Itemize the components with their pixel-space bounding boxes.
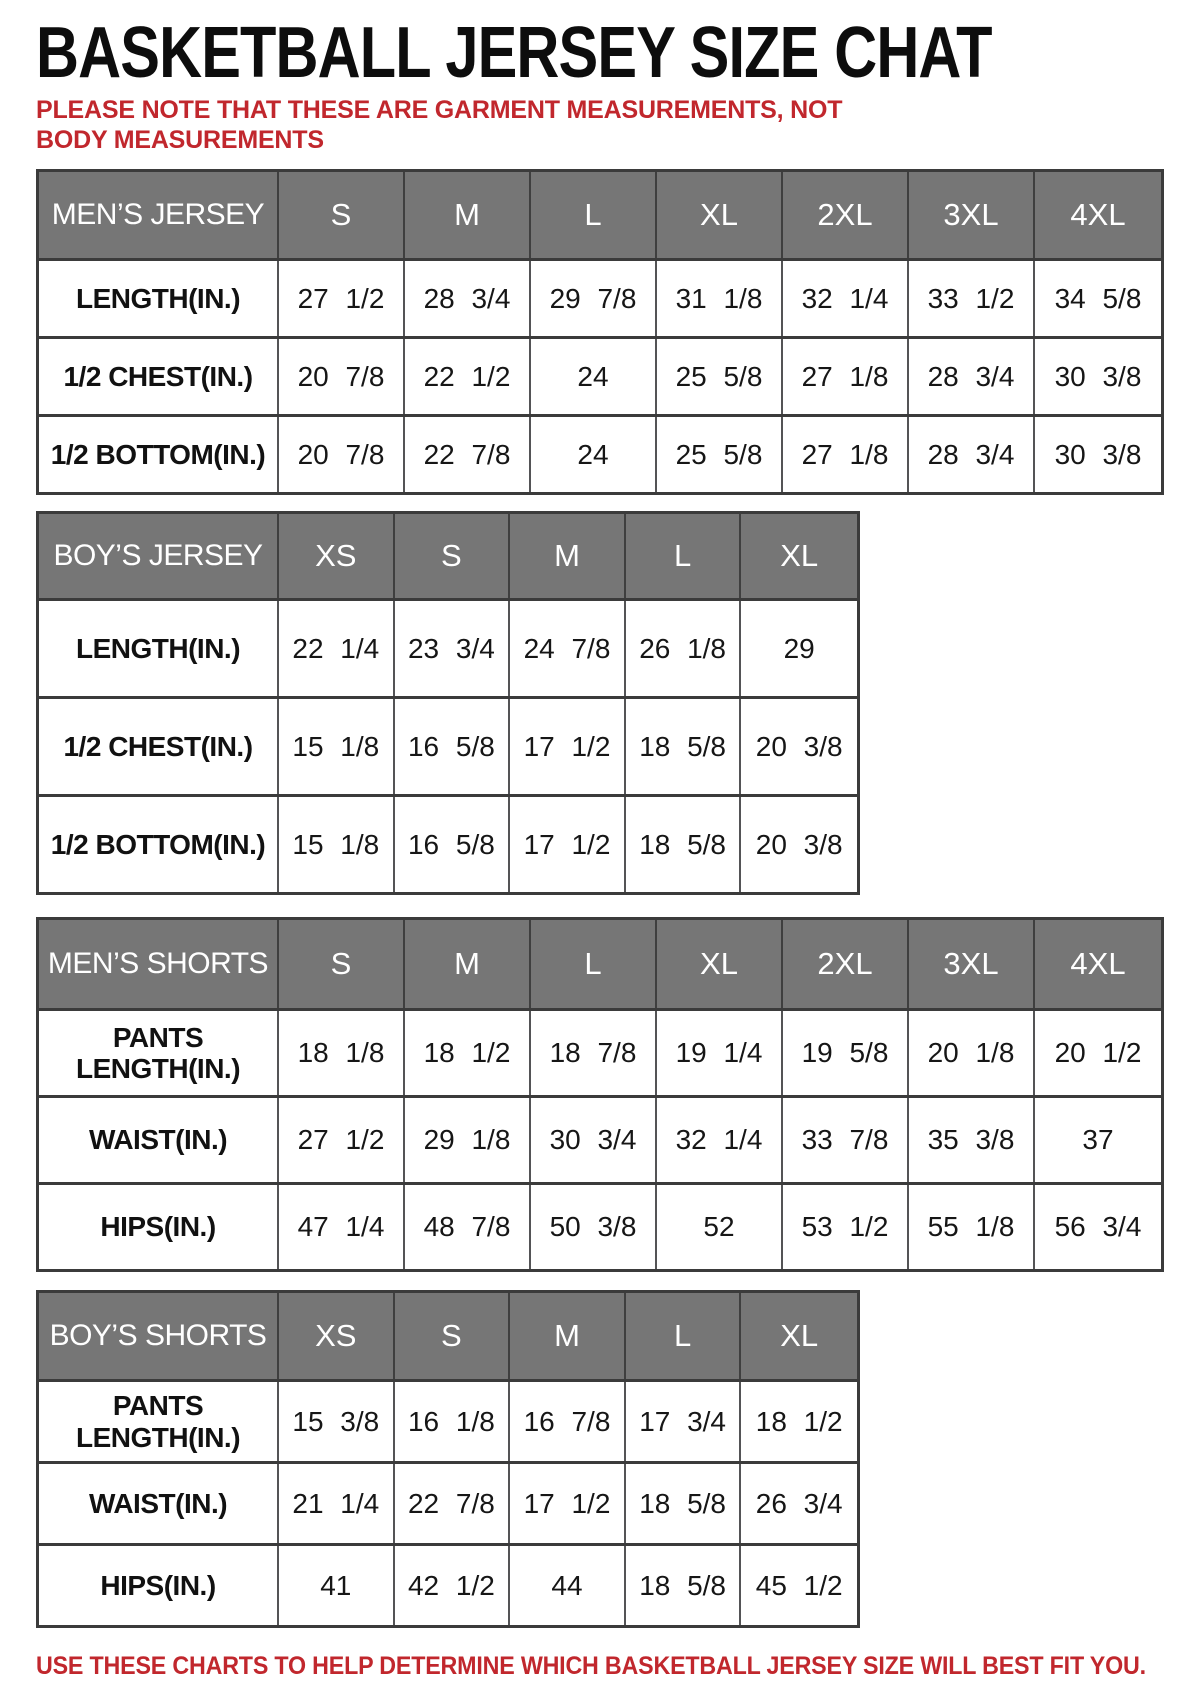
size-value-cell: 22 1/4 [279, 601, 395, 696]
size-value-cell: 18 5/8 [626, 699, 742, 794]
size-value-cell: 55 1/8 [909, 1185, 1035, 1269]
size-header-m: M [405, 920, 531, 1008]
size-header-l: L [626, 1293, 742, 1379]
size-value-cell: 18 1/8 [279, 1011, 405, 1095]
size-value-cell: 25 5/8 [657, 339, 783, 414]
size-value-cell: 29 [783, 632, 815, 664]
size-value-cell: 45 1/2 [755, 1569, 843, 1601]
size-header-xl: XL [657, 172, 783, 258]
size-value-cell: 20 3/8 [755, 730, 843, 762]
size-value-cell: 18 5/8 [626, 1546, 742, 1625]
size-value-cell: 24 [531, 417, 657, 492]
size-value-cell: 33 1/2 [909, 261, 1035, 336]
row-label-cell: 1/2 BOTTOM(IN.) [39, 417, 279, 492]
size-value-cell: 42 1/2 [395, 1546, 511, 1625]
size-value-cell: 23 3/4 [395, 601, 511, 696]
size-value-cell: 30 3/8 [1054, 438, 1142, 470]
size-value-cell: 27 1/8 [783, 417, 909, 492]
size-value-cell: 20 3/8 [755, 828, 843, 860]
size-value-cell: 28 3/4 [909, 417, 1035, 492]
size-value-cell: 48 7/8 [405, 1185, 531, 1269]
row-label-cell: LENGTH(IN.) [39, 601, 279, 696]
size-value-cell: 24 7/8 [510, 601, 626, 696]
size-value-cell: 15 1/8 [279, 699, 395, 794]
size-value-cell: 29 1/8 [405, 1098, 531, 1182]
size-value-cell: 47 1/4 [279, 1185, 405, 1269]
size-header-m: M [510, 1293, 626, 1379]
size-header-2xl: 2XL [783, 920, 909, 1008]
row-label-cell: 1/2 CHEST(IN.) [39, 339, 279, 414]
size-header-s: S [395, 1293, 511, 1379]
size-tables-container [36, 169, 1200, 1628]
table-header-row [39, 172, 1161, 258]
table-header-row [39, 1293, 857, 1379]
table-title-boys-shorts: BOY’S SHORTS [39, 1293, 279, 1379]
size-header-xs: XS [279, 1293, 395, 1379]
size-value-cell: 28 3/4 [405, 261, 531, 336]
size-value-cell: 56 3/4 [1054, 1211, 1142, 1242]
size-table-mens-shorts [36, 917, 1164, 1272]
size-value-cell: 35 3/8 [909, 1098, 1035, 1182]
row-label-cell: 1/2 BOTTOM(IN.) [39, 797, 279, 892]
size-value-cell: 20 7/8 [279, 417, 405, 492]
table-row [39, 1182, 1161, 1269]
size-header-xs: XS [279, 514, 395, 598]
size-value-cell: 53 1/2 [783, 1185, 909, 1269]
size-value-cell: 34 5/8 [1054, 282, 1142, 314]
size-header-m: M [510, 514, 626, 598]
table-row [39, 1095, 1161, 1182]
page-title-text: BASKETBALL JERSEY SIZE CHAT [36, 11, 992, 93]
size-value-cell: 16 5/8 [395, 797, 511, 892]
table-row [39, 1543, 857, 1625]
size-value-cell: 17 1/2 [510, 1464, 626, 1543]
size-value-cell: 27 1/8 [783, 339, 909, 414]
size-value-cell: 18 5/8 [626, 1464, 742, 1543]
size-value-cell: 29 7/8 [531, 261, 657, 336]
size-header-s: S [395, 514, 511, 598]
size-header-4xl: 4XL [1035, 920, 1161, 1008]
table-row [39, 598, 857, 696]
fit-advice-note-text: USE THESE CHARTS TO HELP DETERMINE WHICH BASKETBALL JERSEY SIZE WILL BEST FIT YOU. [36, 1652, 1146, 1680]
size-header-3xl: 3XL [909, 920, 1035, 1008]
table-title-mens-jersey: MEN’S JERSEY [39, 172, 279, 258]
table-row [39, 336, 1161, 414]
size-value-cell: 20 7/8 [279, 339, 405, 414]
size-value-cell: 50 3/8 [531, 1185, 657, 1269]
size-value-cell: 22 1/2 [405, 339, 531, 414]
size-header-2xl: 2XL [783, 172, 909, 258]
size-header-l: L [531, 920, 657, 1008]
size-value-cell: 27 1/2 [279, 1098, 405, 1182]
size-value-cell: 28 3/4 [909, 339, 1035, 414]
size-table-mens-jersey [36, 169, 1164, 495]
row-label-cell: WAIST(IN.) [39, 1098, 279, 1182]
table-row [39, 258, 1161, 336]
table-row [39, 794, 857, 892]
size-value-cell: 30 3/8 [1054, 360, 1142, 392]
row-label-cell: PANTS LENGTH(IN.) [39, 1011, 279, 1095]
size-value-cell: 33 7/8 [783, 1098, 909, 1182]
row-label-cell: HIPS(IN.) [39, 1546, 279, 1625]
table-header-row [39, 514, 857, 598]
fit-advice-note [36, 1652, 1200, 1682]
size-value-cell: 25 5/8 [657, 417, 783, 492]
size-value-cell: 27 1/2 [279, 261, 405, 336]
size-value-cell: 19 5/8 [783, 1011, 909, 1095]
size-value-cell: 20 1/2 [1054, 1037, 1142, 1068]
size-value-cell: 26 3/4 [755, 1487, 843, 1519]
size-value-cell: 37 [1082, 1124, 1114, 1155]
size-table-boys-jersey [36, 511, 860, 895]
size-value-cell: 16 1/8 [395, 1382, 511, 1461]
size-value-cell: 18 1/2 [405, 1011, 531, 1095]
table-row [39, 414, 1161, 492]
size-value-cell: 30 3/4 [531, 1098, 657, 1182]
size-value-cell: 18 7/8 [531, 1011, 657, 1095]
row-label-cell: LENGTH(IN.) [39, 261, 279, 336]
size-value-cell: 41 [279, 1546, 395, 1625]
size-value-cell: 15 1/8 [279, 797, 395, 892]
table-row [39, 1379, 857, 1461]
size-table-boys-shorts [36, 1290, 860, 1628]
table-row [39, 1008, 1161, 1095]
size-value-cell: 19 1/4 [657, 1011, 783, 1095]
size-header-s: S [279, 920, 405, 1008]
size-header-l: L [531, 172, 657, 258]
size-value-cell: 20 1/8 [909, 1011, 1035, 1095]
size-value-cell: 17 1/2 [510, 797, 626, 892]
row-label-cell: WAIST(IN.) [39, 1464, 279, 1543]
size-value-cell: 31 1/8 [657, 261, 783, 336]
size-value-cell: 21 1/4 [279, 1464, 395, 1543]
page-title [36, 11, 1200, 93]
row-label-cell: PANTS LENGTH(IN.) [39, 1382, 279, 1461]
size-value-cell: 44 [510, 1546, 626, 1625]
size-header-l: L [626, 514, 742, 598]
size-value-cell: 22 7/8 [395, 1464, 511, 1543]
size-value-cell: 18 1/2 [755, 1405, 843, 1437]
size-value-cell: 52 [657, 1185, 783, 1269]
size-header-xl: XL [657, 920, 783, 1008]
size-value-cell: 22 7/8 [405, 417, 531, 492]
size-value-cell: 16 7/8 [510, 1382, 626, 1461]
table-header-row [39, 920, 1161, 1008]
row-label-cell: HIPS(IN.) [39, 1185, 279, 1269]
size-header-4xl: 4XL [1035, 172, 1161, 258]
row-label-cell: 1/2 CHEST(IN.) [39, 699, 279, 794]
size-header-xl: XL [741, 514, 857, 598]
size-value-cell: 17 3/4 [626, 1382, 742, 1461]
size-value-cell: 18 5/8 [626, 797, 742, 892]
size-value-cell: 32 1/4 [657, 1098, 783, 1182]
size-header-m: M [405, 172, 531, 258]
size-value-cell: 16 5/8 [395, 699, 511, 794]
table-row [39, 696, 857, 794]
table-row [39, 1461, 857, 1543]
size-value-cell: 24 [531, 339, 657, 414]
size-header-xl: XL [741, 1293, 857, 1379]
size-value-cell: 26 1/8 [626, 601, 742, 696]
size-header-3xl: 3XL [909, 172, 1035, 258]
table-title-boys-jersey: BOY’S JERSEY [39, 514, 279, 598]
table-title-mens-shorts: MEN’S SHORTS [39, 920, 279, 1008]
garment-measurement-note: PLEASE NOTE THAT THESE ARE GARMENT MEASUREMENTS, NOT BODY MEASUREMENTS [36, 96, 843, 154]
size-value-cell: 32 1/4 [783, 261, 909, 336]
size-value-cell: 15 3/8 [279, 1382, 395, 1461]
size-header-s: S [279, 172, 405, 258]
size-value-cell: 17 1/2 [510, 699, 626, 794]
